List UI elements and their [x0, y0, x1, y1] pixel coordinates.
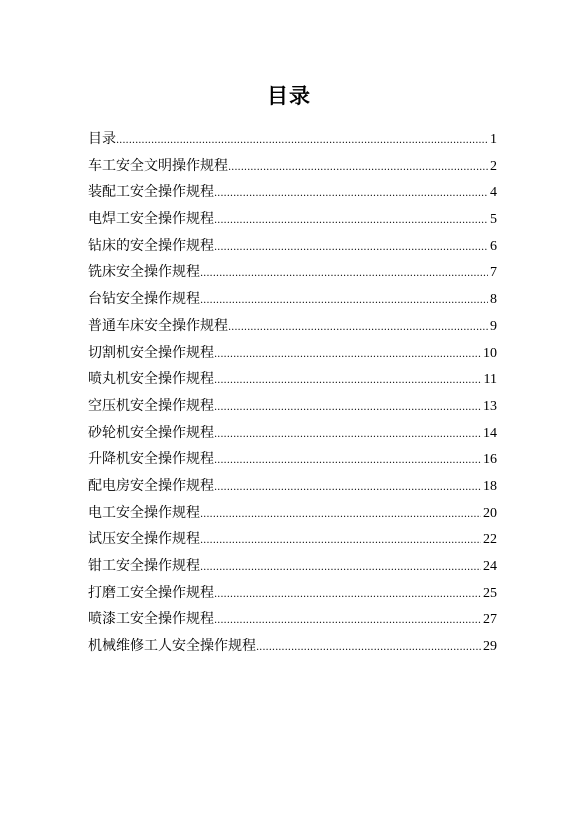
toc-entry[interactable] — [88, 313, 497, 340]
toc-dot-leader — [116, 128, 488, 155]
toc-dot-leader — [214, 448, 481, 475]
toc-dot-leader — [214, 608, 481, 635]
toc-entry-label: 升降机安全操作规程 — [88, 451, 214, 468]
toc-entry-page-number: 13 — [483, 398, 497, 414]
toc-entry[interactable] — [88, 340, 497, 367]
toc-entry-label: 切割机安全操作规程 — [88, 344, 214, 361]
toc-entry-page-number: 8 — [490, 292, 497, 308]
toc-entry[interactable] — [88, 393, 497, 420]
toc-entry-label: 砂轮机安全操作规程 — [88, 424, 214, 441]
toc-dot-leader — [214, 181, 488, 208]
toc-dot-leader — [214, 235, 488, 262]
toc-dot-leader — [200, 528, 481, 555]
toc-entry[interactable] — [88, 420, 497, 447]
toc-entry-label: 喷丸机安全操作规程 — [88, 371, 214, 388]
toc-entry-page-number: 2 — [490, 158, 497, 174]
page-title: 目录 — [267, 83, 311, 108]
toc-entry-page-number: 7 — [490, 265, 497, 281]
toc-entry-page-number: 22 — [483, 532, 497, 548]
toc-entry-page-number: 6 — [490, 238, 497, 254]
toc-entry[interactable] — [88, 606, 497, 633]
toc-entry-label: 试压安全操作规程 — [88, 531, 200, 548]
toc-entry[interactable] — [88, 473, 497, 500]
toc-entry-page-number: 14 — [483, 425, 497, 441]
toc-dot-leader — [214, 582, 481, 609]
toc-entry-label: 电焊工安全操作规程 — [88, 211, 214, 228]
toc-entry-label: 空压机安全操作规程 — [88, 397, 214, 414]
toc-dot-leader — [214, 422, 481, 449]
toc-entry-page-number: 29 — [483, 639, 497, 655]
toc-entry-label: 机械维修工人安全操作规程 — [88, 638, 256, 655]
toc-entry[interactable] — [88, 446, 497, 473]
toc-dot-leader — [214, 395, 481, 422]
toc-entry-label: 目录 — [88, 131, 116, 147]
toc-entry-page-number: 1 — [490, 132, 497, 147]
toc-dot-leader — [214, 342, 481, 369]
toc-entry[interactable] — [88, 233, 497, 260]
toc-entry[interactable] — [88, 500, 497, 527]
toc-entry-label: 钻床的安全操作规程 — [88, 237, 214, 254]
toc-entry[interactable] — [88, 580, 497, 607]
toc-entry[interactable] — [88, 153, 497, 180]
toc-entry-label: 喷漆工安全操作规程 — [88, 611, 214, 628]
toc-entry-page-number: 20 — [483, 505, 497, 521]
table-of-contents — [88, 126, 497, 660]
toc-dot-leader — [200, 288, 488, 315]
toc-dot-leader — [256, 635, 481, 662]
toc-entry-label: 打磨工安全操作规程 — [88, 584, 214, 601]
toc-entry-label: 车工安全文明操作规程 — [88, 157, 228, 174]
toc-entry-page-number: 11 — [483, 372, 497, 388]
toc-entry[interactable] — [88, 526, 497, 553]
toc-entry[interactable] — [88, 553, 497, 580]
toc-entry-label: 铣床安全操作规程 — [88, 264, 200, 281]
toc-entry[interactable] — [88, 259, 497, 286]
toc-dot-leader — [228, 315, 488, 342]
toc-entry[interactable] — [88, 126, 497, 153]
toc-entry[interactable] — [88, 206, 497, 233]
toc-entry-label: 配电房安全操作规程 — [88, 477, 214, 494]
toc-entry[interactable] — [88, 633, 497, 660]
toc-entry-page-number: 27 — [483, 612, 497, 628]
toc-entry[interactable] — [88, 366, 497, 393]
toc-entry-label: 钳工安全操作规程 — [88, 558, 200, 574]
toc-entry-label: 台钻安全操作规程 — [88, 291, 200, 308]
toc-dot-leader — [200, 261, 488, 288]
toc-dot-leader — [214, 475, 481, 502]
toc-entry-label: 普通车床安全操作规程 — [88, 317, 228, 334]
toc-entry-page-number: 4 — [490, 185, 497, 201]
toc-entry-label: 装配工安全操作规程 — [88, 184, 214, 201]
toc-dot-leader — [200, 555, 481, 582]
toc-dot-leader — [214, 368, 482, 395]
toc-entry-page-number: 10 — [483, 345, 497, 361]
toc-entry-page-number: 16 — [483, 452, 497, 468]
toc-dot-leader — [228, 155, 488, 182]
toc-entry-page-number: 18 — [483, 478, 497, 494]
toc-entry-page-number: 5 — [490, 212, 497, 228]
toc-entry-label: 电工安全操作规程 — [88, 504, 200, 521]
toc-entry-page-number: 24 — [483, 559, 497, 574]
toc-entry-page-number: 25 — [483, 585, 497, 601]
toc-dot-leader — [200, 502, 481, 529]
toc-entry-page-number: 9 — [490, 318, 497, 334]
toc-dot-leader — [214, 208, 488, 235]
toc-entry[interactable] — [88, 286, 497, 313]
toc-entry[interactable] — [88, 179, 497, 206]
